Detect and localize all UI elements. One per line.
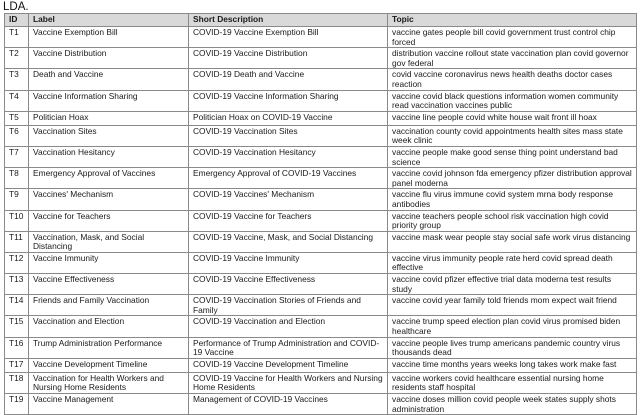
cell-topic: distribution vaccine rollout state vaccination plan covid governor gov federal	[388, 48, 637, 69]
table-header-row	[5, 14, 637, 27]
cell-label: Vaccination, Mask, and Social Distancing	[29, 231, 189, 252]
cell-label: Vaccine Exemption Bill	[29, 27, 189, 48]
cell-short-description: COVID-19 Death and Vaccine	[189, 69, 388, 90]
cell-short-description: COVID-19 Vaccination Hesitancy	[189, 146, 388, 167]
cell-label: Emergency Approval of Vaccines	[29, 168, 189, 189]
cell-short-description: Performance of Trump Administration and COVID-19 Vaccine	[189, 337, 388, 358]
cell-topic: vaccine flu virus immune covid system mrna body response antibodies	[388, 189, 637, 210]
cell-label: Vaccination for Health Workers and Nursing Home Residents	[29, 372, 189, 393]
cell-id: T6	[5, 125, 29, 146]
cell-topic: vaccine covid pfizer effective trial data moderna test results study	[388, 274, 637, 295]
cell-label: Vaccines' Mechanism	[29, 189, 189, 210]
cell-short-description: Politician Hoax on COVID-19 Vaccine	[189, 111, 388, 125]
cell-id: T13	[5, 274, 29, 295]
cell-id: T5	[5, 111, 29, 125]
table-row	[5, 274, 637, 295]
cell-topic: vaccine time months years weeks long takes work make fast	[388, 358, 637, 372]
table-row	[5, 231, 637, 252]
table-row	[5, 295, 637, 316]
cell-topic: vaccine teachers people school risk vaccination high covid priority group	[388, 210, 637, 231]
cell-label: Friends and Family Vaccination	[29, 295, 189, 316]
header-short-description: Short Description	[189, 14, 388, 27]
cell-short-description: COVID-19 Vaccines' Mechanism	[189, 189, 388, 210]
table-row	[5, 146, 637, 167]
cell-label: Trump Administration Performance	[29, 337, 189, 358]
cell-topic: vaccine mask wear people stay social safe work virus distancing	[388, 231, 637, 252]
cell-topic: covid vaccine coronavirus news health deaths doctor cases reaction	[388, 69, 637, 90]
cell-topic: vaccine covid black questions information women community read vaccination vaccines public	[388, 90, 637, 111]
table-row	[5, 210, 637, 231]
cell-id: T10	[5, 210, 29, 231]
cell-id: T16	[5, 337, 29, 358]
cell-id: T4	[5, 90, 29, 111]
cell-short-description: COVID-19 Vaccine Immunity	[189, 252, 388, 273]
cell-id: T9	[5, 189, 29, 210]
cell-id: T19	[5, 394, 29, 415]
cell-topic: vaccine covid year family told friends mom expect wait friend	[388, 295, 637, 316]
cell-id: T2	[5, 48, 29, 69]
cell-id: T18	[5, 372, 29, 393]
cell-id: T7	[5, 146, 29, 167]
cell-label: Vaccine Development Timeline	[29, 358, 189, 372]
cell-id: T15	[5, 316, 29, 337]
table-row	[5, 394, 637, 415]
cell-label: Vaccine Immunity	[29, 252, 189, 273]
cell-topic: vaccine doses million covid people week states supply shots administration	[388, 394, 637, 415]
table-row	[5, 27, 637, 48]
table-row	[5, 125, 637, 146]
table-row	[5, 69, 637, 90]
cell-label: Vaccine Information Sharing	[29, 90, 189, 111]
cell-topic: vaccine trump speed election plan covid virus promised biden healthcare	[388, 316, 637, 337]
cell-short-description: Emergency Approval of COVID-19 Vaccines	[189, 168, 388, 189]
cell-label: Politician Hoax	[29, 111, 189, 125]
cell-topic: vaccine gates people bill covid government trust control chip forced	[388, 27, 637, 48]
cell-id: T8	[5, 168, 29, 189]
cell-topic: vaccination county covid appointments health sites mass state week clinic	[388, 125, 637, 146]
cell-label: Vaccination and Election	[29, 316, 189, 337]
cell-id: T17	[5, 358, 29, 372]
cell-label: Vaccine Distribution	[29, 48, 189, 69]
cell-short-description: COVID-19 Vaccine Development Timeline	[189, 358, 388, 372]
cell-label: Death and Vaccine	[29, 69, 189, 90]
table-row	[5, 111, 637, 125]
cell-short-description: COVID-19 Vaccine Exemption Bill	[189, 27, 388, 48]
cell-label: Vaccine Effectiveness	[29, 274, 189, 295]
cell-short-description: COVID-19 Vaccine Effectiveness	[189, 274, 388, 295]
cell-id: T3	[5, 69, 29, 90]
header-id: ID	[5, 14, 29, 27]
cell-topic: vaccine people make good sense thing point understand bad science	[388, 146, 637, 167]
cell-id: T12	[5, 252, 29, 273]
topics-table	[4, 13, 637, 415]
table-body	[5, 27, 637, 415]
table-caption: LDA.	[3, 1, 29, 13]
cell-label: Vaccine Management	[29, 394, 189, 415]
cell-label: Vaccine for Teachers	[29, 210, 189, 231]
cell-short-description: COVID-19 Vaccine Distribution	[189, 48, 388, 69]
cell-topic: vaccine workers covid healthcare essential nursing home residents staff hospital	[388, 372, 637, 393]
cell-id: T11	[5, 231, 29, 252]
cell-short-description: COVID-19 Vaccine for Teachers	[189, 210, 388, 231]
cell-short-description: COVID-19 Vaccine for Health Workers and Nursing Home Residents	[189, 372, 388, 393]
table-row	[5, 48, 637, 69]
cell-short-description: COVID-19 Vaccination Stories of Friends and Family	[189, 295, 388, 316]
cell-short-description: COVID-19 Vaccination Sites	[189, 125, 388, 146]
table-row	[5, 358, 637, 372]
cell-short-description: COVID-19 Vaccination and Election	[189, 316, 388, 337]
header-topic: Topic	[388, 14, 637, 27]
table-row	[5, 189, 637, 210]
cell-short-description: COVID-19 Vaccine, Mask, and Social Distancing	[189, 231, 388, 252]
table-row	[5, 372, 637, 393]
cell-topic: vaccine line people covid white house wait front ill hoax	[388, 111, 637, 125]
table-row	[5, 316, 637, 337]
cell-short-description: Management of COVID-19 Vaccines	[189, 394, 388, 415]
cell-label: Vaccination Hesitancy	[29, 146, 189, 167]
table-row	[5, 337, 637, 358]
cell-id: T1	[5, 27, 29, 48]
table-row	[5, 90, 637, 111]
table-row	[5, 252, 637, 273]
cell-id: T14	[5, 295, 29, 316]
cell-topic: vaccine virus immunity people rate herd covid spread death effective	[388, 252, 637, 273]
table-row	[5, 168, 637, 189]
cell-topic: vaccine covid johnson fda emergency pfizer distribution approval panel moderna	[388, 168, 637, 189]
cell-topic: vaccine people lives trump americans pandemic country virus thousands dead	[388, 337, 637, 358]
header-label: Label	[29, 14, 189, 27]
cell-label: Vaccination Sites	[29, 125, 189, 146]
cell-short-description: COVID-19 Vaccine Information Sharing	[189, 90, 388, 111]
